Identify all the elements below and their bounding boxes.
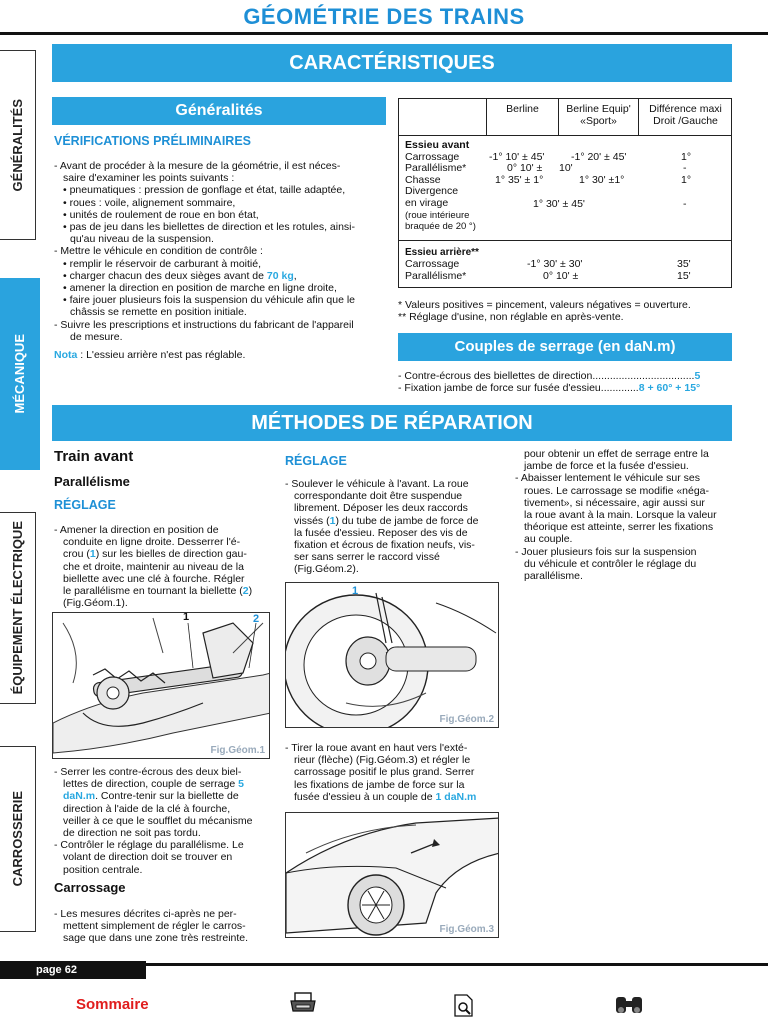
rear-label: Parallélisme* (405, 270, 467, 282)
text-line (515, 497, 737, 509)
tab-equipement-electrique[interactable] (0, 512, 36, 704)
table-header-sport: Berline Equip' «Sport» (559, 99, 639, 135)
fig3-caption: Fig.Géom.3 (439, 924, 494, 935)
fig1-callout: 1 (183, 612, 190, 623)
binoculars-icon[interactable] (614, 993, 644, 1018)
table-note: ** Réglage d'usine, non réglable en après-vente. (398, 311, 624, 324)
text-line (285, 551, 505, 563)
table-header-berline: Berline (487, 99, 559, 135)
text-line (285, 791, 505, 803)
text-segment: . Contre-tenir sur la biellette de (95, 790, 239, 803)
highlight-value: daN.m (63, 790, 96, 803)
front-berline-value: 0° 10' ± (507, 162, 543, 174)
gen-line: - Suivre les prescriptions et instructions du fabricant de l'appareil (54, 318, 354, 331)
nota-text: : L'essieu arrière n'est pas réglable. (77, 349, 246, 362)
text-line (54, 597, 274, 609)
tab-equipement-label: ÉQUIPEMENT ÉLECTRIQUE (10, 521, 25, 695)
table-divider (399, 240, 731, 241)
gen-load-value: 70 kg (266, 269, 294, 282)
highlight-value: 1 daN.m (435, 790, 477, 803)
tab-generalites[interactable] (0, 50, 36, 240)
text-line (285, 539, 505, 551)
gen-line: • pneumatiques : pression de gonflage et état, taille adaptée, (63, 184, 346, 197)
front-label: en virage (405, 197, 449, 209)
text-segment: vissés ( (294, 514, 330, 527)
front-label: Carrossage (405, 151, 460, 163)
page-title: GÉOMÉTRIE DES TRAINS (243, 4, 525, 29)
fig1-caption: Fig.Géom.1 (210, 745, 265, 756)
car-front-illustration (286, 813, 499, 938)
gen-line: châssis se remette en position initiale. (70, 306, 247, 319)
text-segment: - Contrôler le réglage du parallélisme. Le (54, 839, 244, 852)
generalites-banner: Généralités (52, 97, 386, 125)
text-segment: fusée d'essieu à un couple de (294, 790, 436, 803)
highlight-value: 5 (238, 778, 244, 791)
text-segment: conduite en ligne droite. Desserrer l'é- (63, 536, 241, 549)
couples-banner: Couples de serrage (en daN.m) (398, 333, 732, 361)
text-line (285, 779, 505, 791)
gen-line: saire d'examiner les points suivants : (63, 172, 235, 185)
table-note: * Valeurs positives = pincement, valeurs négatives = ouverture. (398, 299, 691, 311)
front-diff-value: - (683, 198, 687, 210)
text-line (515, 448, 737, 460)
verifications-heading: VÉRIFICATIONS PRÉLIMINAIRES (54, 134, 252, 148)
figure-geom-2 (285, 582, 499, 728)
gen-line: - Mettre le véhicule en condition de contrôle : (54, 245, 263, 258)
rear-diff-value: 15' (677, 270, 691, 282)
text-segment: la roue avant à la main. Lorsque la valeur (524, 509, 717, 522)
front-label: Chasse (405, 174, 441, 186)
gen-line: • remplir le réservoir de carburant à moitié, (63, 257, 261, 270)
search-document-icon[interactable] (453, 994, 475, 1021)
text-line (515, 521, 737, 533)
text-line (54, 790, 274, 802)
text-line (285, 754, 505, 766)
text-segment: biellette avec une clé à fourche. Régler (63, 572, 245, 585)
text-line (515, 533, 737, 545)
gen-line: • faire jouer plusieurs fois la suspension du véhicule afin que le (63, 294, 356, 307)
tab-carrosserie[interactable] (0, 746, 36, 932)
text-line (54, 778, 274, 790)
front-sport-value: 10' (559, 162, 573, 174)
gen-load-text: • charger chacun des deux sièges avant de (63, 269, 267, 282)
text-line (54, 585, 274, 597)
text-line (515, 472, 737, 484)
text-segment: roues. Le carrossage se modifie «néga- (524, 484, 710, 497)
tab-mecanique[interactable] (0, 278, 40, 470)
text-line (285, 478, 505, 490)
text-segment: ) sur les bielles de direction gau- (95, 548, 247, 561)
text-line (54, 920, 274, 932)
front-label: Parallélisme* (405, 162, 467, 174)
text-line (54, 766, 274, 778)
carrossage-text (54, 908, 274, 945)
text-segment: - Tirer la roue avant en haut vers l'exté- (285, 742, 468, 754)
tab-carrosserie-label: CARROSSERIE (10, 791, 25, 887)
front-label: (roue intérieure (405, 210, 470, 221)
couple-label: - Contre-écrous des biellettes de direction................................... (398, 370, 695, 382)
nota (54, 349, 390, 361)
text-segment: le parallélisme en tournant la biellette ( (63, 585, 243, 598)
fig2-callout: 1 (352, 585, 359, 597)
parallelisme-text (54, 524, 274, 609)
front-sport-value: 1° 30' ±1° (579, 174, 625, 186)
highlight-value: 1 (89, 548, 96, 561)
generalites-text (54, 160, 390, 361)
fig2-caption: Fig.Géom.2 (439, 714, 494, 725)
figure-geom-1 (52, 612, 270, 759)
table-header-difference: Différence maxi Droit /Gauche (649, 103, 722, 127)
print-icon[interactable] (289, 992, 317, 1017)
tirer-roue-text (285, 742, 505, 803)
front-berline-value: 1° 35' ± 1° (495, 174, 544, 186)
fig1-callout: 2 (253, 613, 260, 625)
figure-geom-3 (285, 812, 499, 938)
text-line (54, 827, 274, 839)
carrossage-heading: Carrossage (54, 880, 126, 895)
text-segment: pour obtenir un effet de serrage entre la (524, 448, 709, 460)
text-segment: che et droite, maintenir au niveau de la (63, 560, 244, 573)
text-segment: tivement», si nécessaire, agir aussi sur (524, 496, 705, 509)
text-segment: - Jouer plusieurs fois sur la suspension (515, 545, 697, 558)
text-segment: mettent simplement de régler le carros- (63, 920, 246, 933)
text-segment: position centrale. (63, 863, 143, 876)
text-segment: fixation et écrous de fixation neufs, vis- (294, 539, 475, 552)
text-segment: direction à l'aide de la clé à fourche, (63, 802, 231, 815)
couple-item (398, 370, 738, 382)
text-segment: rieur (flèche) (Fig.Géom.3) et régler le (294, 754, 471, 767)
front-label: braquée de 20 °) (405, 221, 476, 232)
text-line (515, 558, 737, 570)
text-line (54, 839, 274, 851)
gen-line: de mesure. (70, 330, 123, 343)
abaisser-text (515, 448, 737, 582)
text-line (54, 573, 274, 585)
front-sport-value: -1° 20' ± 45' (571, 151, 627, 163)
text-segment: - Amener la direction en position de (54, 524, 219, 536)
couple-value: 5 (694, 370, 701, 382)
text-segment: les fixations de jambe de force sur la (294, 778, 465, 791)
table-divider (399, 135, 731, 136)
gen-line: • pas de jeu dans les biellettes de direction et les rotules, ainsi- (63, 221, 356, 234)
text-line (515, 460, 737, 472)
text-segment: volant de direction doit se trouver en (63, 851, 233, 864)
specs-table (398, 98, 732, 288)
text-segment: sage que dans une zone très restreinte. (63, 932, 249, 945)
text-segment: - Serrer les contre-écrous des deux biel- (54, 766, 242, 778)
text-line (54, 932, 274, 944)
text-segment: - Les mesures décrites ci-après ne per- (54, 908, 237, 920)
tab-generalites-label: GÉNÉRALITÉS (10, 98, 25, 192)
text-segment: (Fig.Géom.1). (63, 597, 128, 610)
caracteristiques-banner: CARACTÉRISTIQUES (52, 44, 732, 82)
couple-value: 8 + 60° + 15° (638, 382, 701, 395)
highlight-value: 2 (242, 585, 249, 598)
text-segment: ) du tube de jambe de force de (335, 514, 479, 527)
text-segment: - Soulever le véhicule à l'avant. La roue (285, 478, 469, 490)
text-line (285, 515, 505, 527)
text-line (515, 509, 737, 521)
front-label: Divergence (405, 185, 459, 197)
text-line (54, 851, 274, 863)
text-line (285, 742, 505, 754)
highlight-value: 1 (329, 514, 336, 527)
text-line (54, 548, 274, 560)
text-line (515, 485, 737, 497)
reglage-heading-2: RÉGLAGE (285, 454, 347, 468)
nota-label: Nota (54, 349, 78, 362)
text-segment: théorique est atteinte, serrer les fixations (524, 521, 714, 534)
table-notes (398, 299, 738, 323)
serrage-text (54, 766, 274, 876)
front-axle-title: Essieu avant (405, 139, 470, 151)
text-segment: - Abaisser lentement le véhicule sur ses (515, 472, 701, 485)
parallelisme-heading: Parallélisme (54, 474, 130, 489)
methodes-banner: MÉTHODES DE RÉPARATION (52, 405, 732, 441)
text-segment: jambe de force et la fusée d'essieu. (524, 460, 689, 473)
text-line (54, 536, 274, 548)
top-rule (0, 32, 768, 35)
text-segment: ) (248, 585, 253, 598)
gen-line: • amener la direction en position de marche en ligne droite, (63, 282, 337, 295)
text-line (54, 803, 274, 815)
reglage-heading: RÉGLAGE (54, 498, 116, 512)
rear-value: -1° 30' ± 30' (527, 258, 583, 270)
page-number: page 62 (0, 961, 146, 979)
gen-line: • roues : voile, alignement sommaire, (63, 196, 236, 209)
rear-axle-title: Essieu arrière** (405, 247, 479, 258)
text-segment: du véhicule et contrôler le réglage du (524, 557, 697, 570)
gen-line: - Avant de procéder à la mesure de la géométrie, il est néces- (54, 160, 341, 172)
text-line (54, 524, 274, 536)
rear-label: Carrossage (405, 258, 460, 270)
couple-item (398, 382, 738, 394)
text-line (515, 570, 737, 582)
text-segment: lettes de direction, couple de serrage (63, 778, 239, 791)
text-line (54, 908, 274, 920)
text-line (285, 563, 505, 575)
text-segment: correspondante doit être suspendue (294, 490, 463, 503)
rear-value: 0° 10' ± (543, 270, 579, 282)
text-line (285, 527, 505, 539)
text-line (54, 815, 274, 827)
text-line (54, 864, 274, 876)
text-segment: au couple. (524, 533, 573, 546)
train-avant-heading: Train avant (54, 448, 134, 465)
front-diff-value: 1° (681, 151, 692, 163)
text-segment: la fusée d'essieu. Reposer des vis de (294, 526, 468, 539)
text-line (285, 490, 505, 502)
front-divergence-value: 1° 30' ± 45' (533, 198, 585, 210)
text-line (285, 766, 505, 778)
rear-diff-value: 35' (677, 258, 691, 270)
couple-label: - Fixation jambe de force sur fusée d'essieu............. (398, 382, 639, 395)
front-berline-value: -1° 10' ± 45' (489, 151, 545, 163)
text-line (285, 502, 505, 514)
text-segment: librement. Déposer les deux raccords (294, 502, 468, 515)
gen-line: • unités de roulement de roue en bon état, (63, 208, 259, 221)
text-segment: crou ( (63, 548, 90, 561)
gen-line-load (54, 270, 390, 282)
steering-rack-illustration (53, 613, 270, 759)
text-line (54, 561, 274, 573)
tab-mecanique-label: MÉCANIQUE (12, 334, 27, 414)
text-segment: carrossage positif le plus grand. Serrer (294, 766, 475, 779)
gen-load-suffix: , (293, 269, 297, 282)
table-header-blank (399, 99, 487, 135)
couples-list (398, 370, 738, 394)
text-line (515, 546, 737, 558)
text-segment: de direction ne soit pas tordu. (63, 827, 201, 840)
gen-line: qu'au niveau de la suspension. (70, 233, 214, 246)
front-diff-value: 1° (681, 174, 692, 186)
text-segment: (Fig.Géom.2). (294, 563, 359, 576)
text-segment: ser sans serrer le raccord vissé (294, 551, 440, 564)
text-segment: parallélisme. (524, 570, 583, 583)
front-diff-value: - (683, 162, 687, 174)
reglage-carrossage-text (285, 478, 505, 576)
text-segment: veiller à ce que le soufflet du mécanisme (63, 814, 253, 827)
sommaire-link[interactable]: Sommaire (76, 996, 149, 1013)
wheel-hub-illustration (286, 583, 499, 728)
